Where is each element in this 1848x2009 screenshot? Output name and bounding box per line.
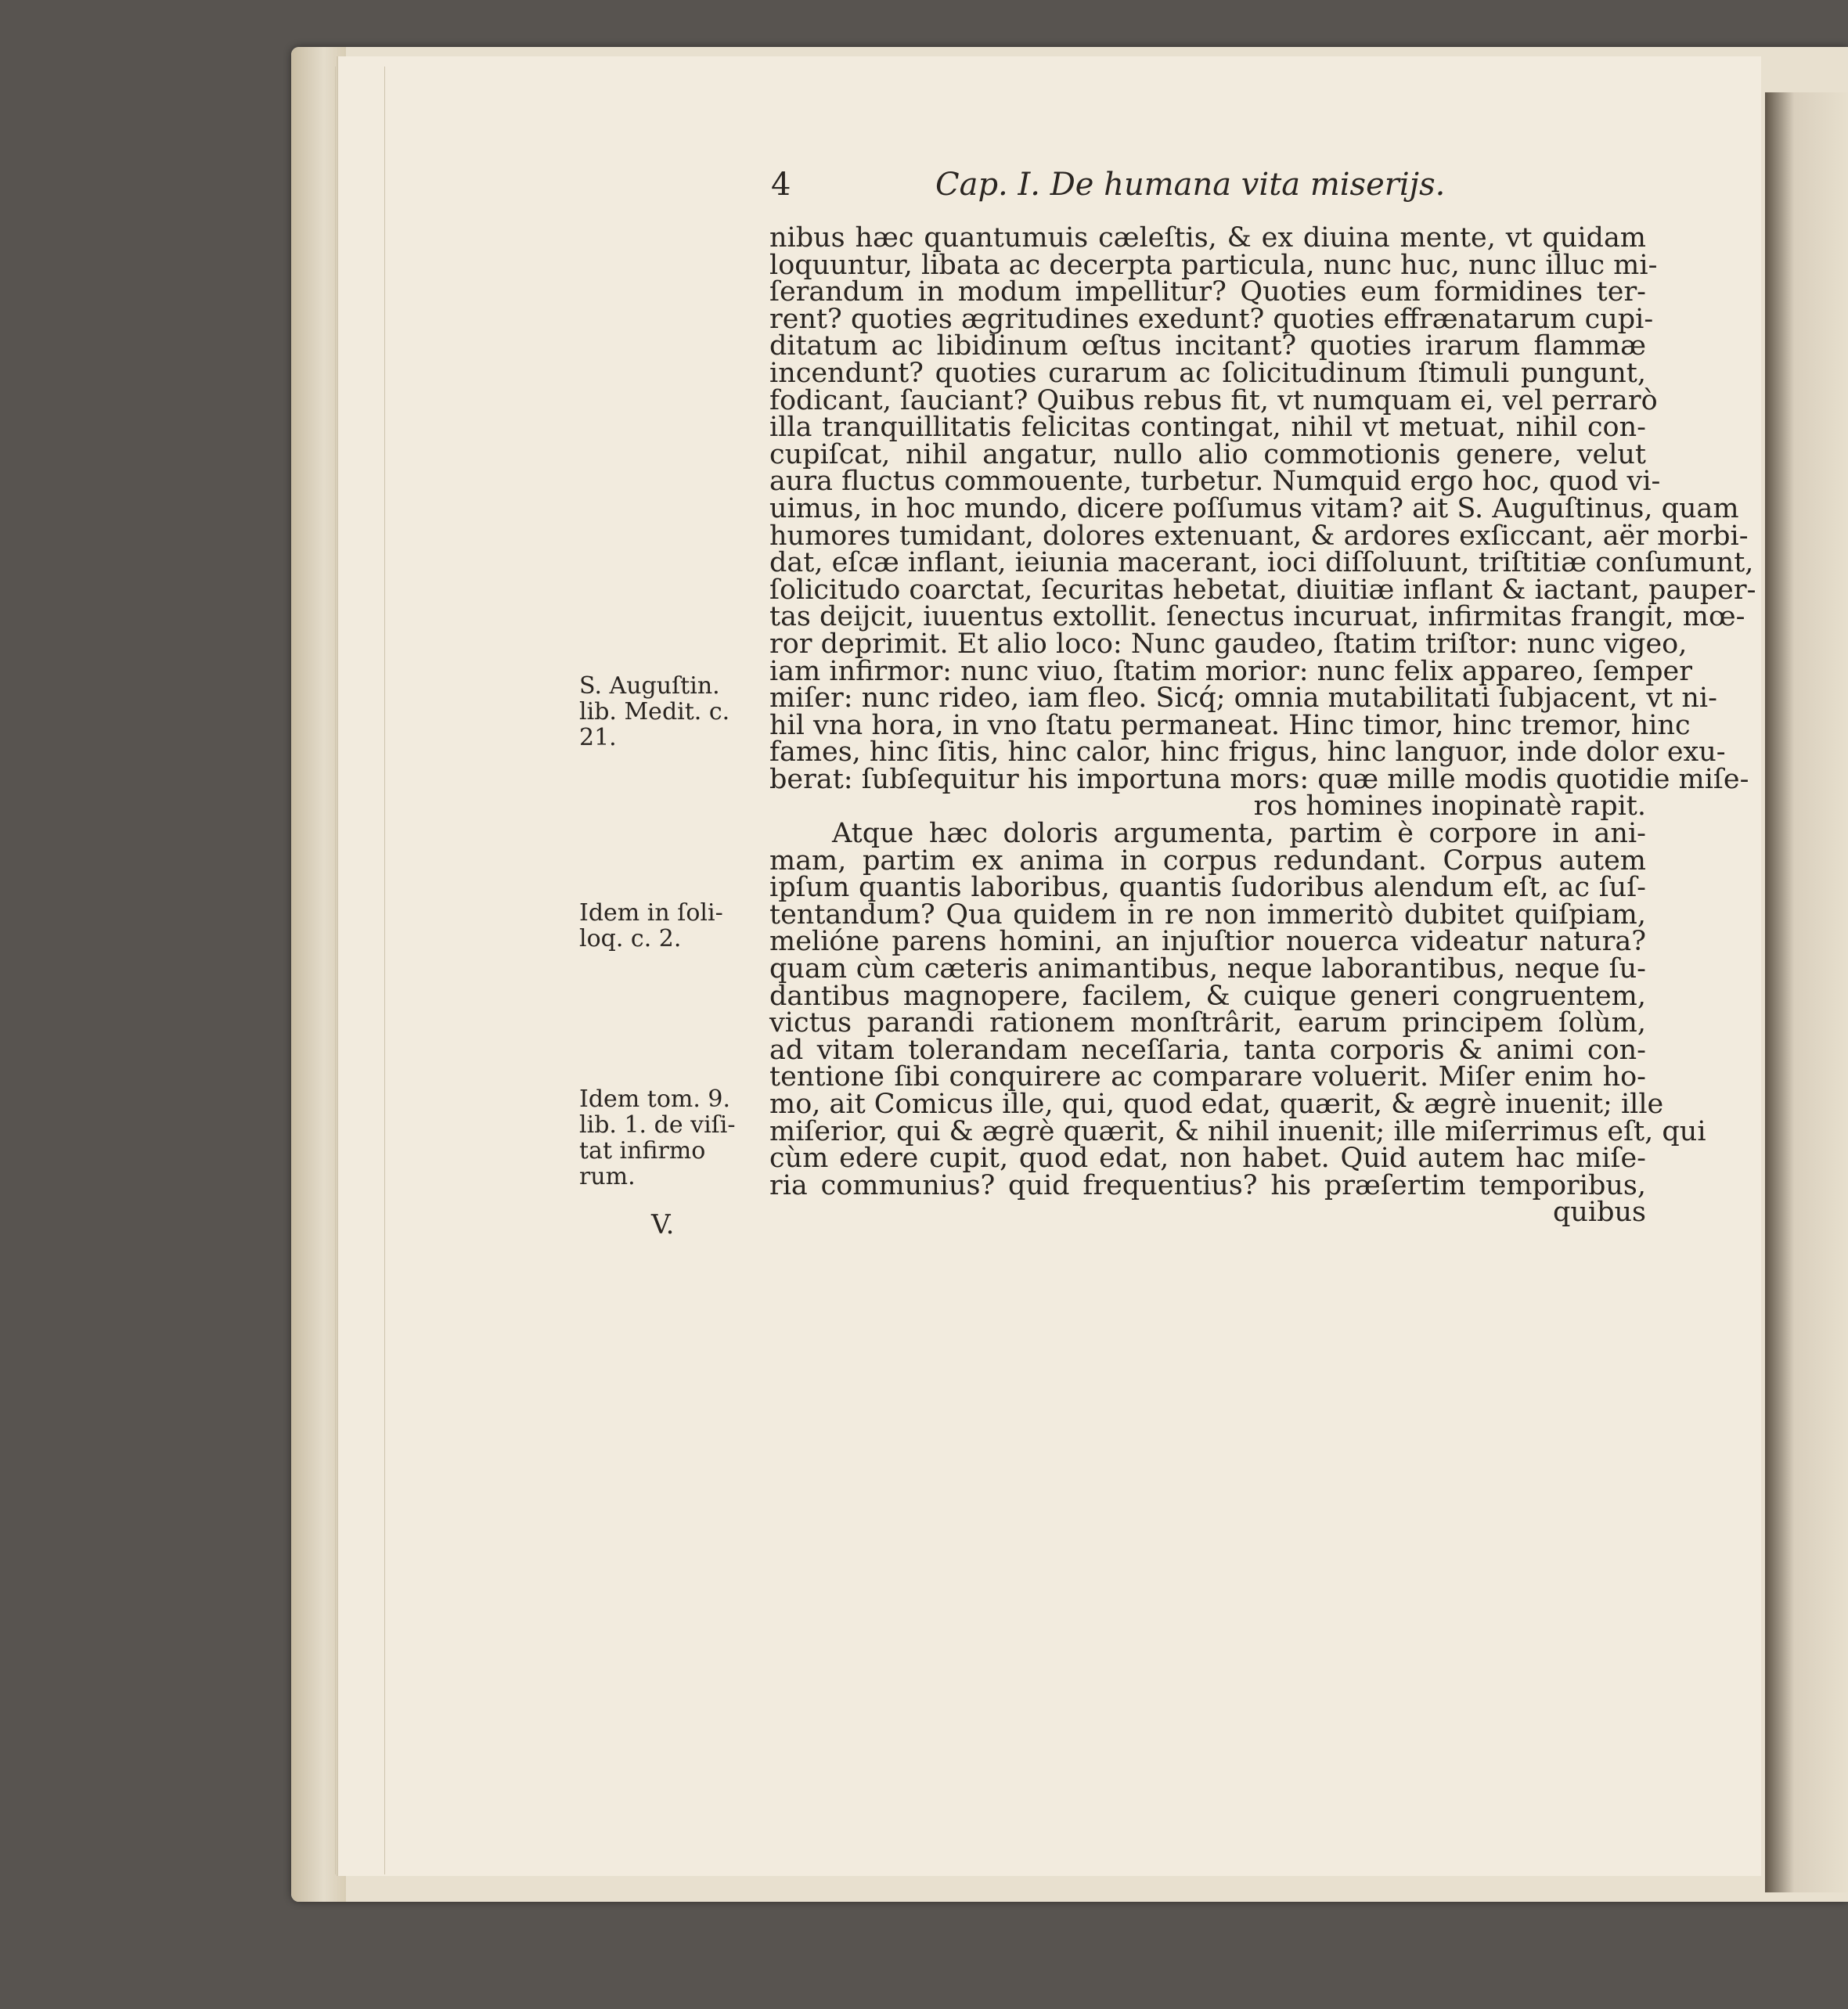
text-line: victus parandi rationem monſtrârit, earum principem ſolùm,	[769, 1007, 1646, 1039]
text-line: quibus	[1552, 1197, 1646, 1229]
text-line: mam, partim ex anima in corpus redundant. Corpus autem	[769, 844, 1646, 877]
text-line: incendunt? quoties curarum ac ſolicitudinum ſtimuli pungunt,	[769, 357, 1646, 389]
text-line: dantibus magnopere, facilem, & cuique generi congruentem,	[769, 980, 1646, 1012]
text-line: humores tumidant, dolores extenuant, & ardores exſiccant, aër morbi-	[769, 520, 1749, 552]
text-line: iam infirmor: nunc viuo, ſtatim morior: nunc felix appareo, ſemper	[769, 655, 1692, 687]
text-line: aura fluctus commouente, turbetur. Numquid ergo hoc, quod vi-	[769, 466, 1661, 498]
text-line: ad vitam tolerandam neceſſaria, tanta corporis & animi con-	[769, 1034, 1646, 1066]
text-line: melióne parens homini, an injuſtior nouerca videatur natura?	[769, 926, 1646, 958]
text-line: illa tranquillitatis felicitas contingat, nihil vt metuat, nihil con-	[769, 412, 1646, 444]
text-line: miſer: nunc rideo, iam fleo. Sicq́; omnia mutabilitati ſubjacent, vt ni-	[769, 682, 1717, 715]
page-stack-edges	[335, 67, 385, 1874]
margin-note-line: lib. Medit. c.	[579, 698, 730, 725]
margin-note-augustin	[579, 673, 744, 751]
text-line: ipſum quantis laboribus, quantis ſudoribus alendum eſt, ac ſuſ-	[769, 872, 1646, 904]
text-line: miſerior, qui & ægrè quærit, & nihil inuenit; ille miſerrimus eſt, qui	[769, 1115, 1706, 1147]
margin-note-soliloq	[579, 900, 744, 952]
text-line: nibus hæc quantumuis cæleſtis, & ex diuina mente, vt quidam	[769, 222, 1646, 254]
text-line: fodicant, ſauciant? Quibus rebus fit, vt numquam ei, vel perrarò	[769, 384, 1658, 416]
text-line: ſolicitudo coarctat, ſecuritas hebetat, diuitiæ inflant & iactant, pauper-	[769, 574, 1756, 606]
text-line: ditatum ac libidinum œſtus incitant? quoties irarum flammæ	[769, 330, 1646, 362]
text-line: ria communius? quid frequentius? his præſertim temporibus,	[769, 1169, 1646, 1201]
text-line: tentione ſibi conquirere ac comparare voluerit. Miſer enim ho-	[769, 1061, 1646, 1093]
text-line: dat, eſcæ inflant, ieiunia macerant, ioci diſſoluunt, triſtitiæ conſumunt,	[769, 547, 1754, 579]
text-line: hil vna hora, in vno ſtatu permaneat. Hinc timor, hinc tremor, hinc	[769, 709, 1691, 741]
text-line: loquuntur, libata ac decerpta particula, nunc huc, nunc illuc mi-	[769, 249, 1658, 281]
margin-note-line: lib. 1. de viſi-	[579, 1111, 736, 1139]
page-number: 4	[771, 167, 791, 203]
text-line: ros homines inopinatè rapit.	[1253, 790, 1646, 823]
facing-page-edge	[1765, 92, 1848, 1892]
margin-note-line: 21.	[579, 724, 617, 751]
margin-note-line: tat infirmo	[579, 1137, 706, 1165]
running-head: Cap. I. De humana vita miserijs.	[935, 167, 1446, 203]
margin-note-line: S. Auguſtin.	[579, 672, 720, 700]
section-mark: V.	[651, 1209, 675, 1240]
text-line: tas deijcit, iuuentus extollit. ſenectus incuruat, infirmitas frangit, mœ-	[769, 601, 1745, 633]
text-line: rent? quoties ægritudines exedunt? quoties effrænatarum cupi-	[769, 303, 1654, 335]
text-line: cupiſcat, nihil angatur, nullo alio commotionis genere, velut	[769, 438, 1646, 470]
text-line: fames, hinc ſitis, hinc calor, hinc frigus, hinc languor, inde dolor exu-	[769, 736, 1726, 769]
text-line: berat: ſubſequitur his importuna mors: quæ mille modis quotidie miſe-	[769, 763, 1749, 795]
margin-note-tom9	[579, 1086, 744, 1190]
text-line: Atque hæc doloris argumenta, partim è corpore in ani-	[832, 818, 1646, 850]
text-line: tentandum? Qua quidem in re non immeritò dubitet quiſpiam,	[769, 898, 1646, 931]
margin-note-line: Idem tom. 9.	[579, 1086, 731, 1113]
margin-note-line: rum.	[579, 1163, 636, 1190]
text-line: ſerandum in modum impellitur? Quoties eum formidines ter-	[769, 276, 1646, 308]
text-line: ror deprimit. Et alio loco: Nunc gaudeo, ſtatim triſtor: nunc vigeo,	[769, 628, 1688, 660]
margin-note-line: Idem in ſoli-	[579, 899, 723, 927]
text-line: cùm edere cupit, quod edat, non habet. Quid autem hac miſe-	[769, 1143, 1646, 1175]
text-line: uimus, in hoc mundo, dicere poſſumus vitam? ait S. Auguſtinus, quam	[769, 492, 1739, 524]
margin-note-line: loq. c. 2.	[579, 925, 682, 952]
text-line: quam cùm cæteris animantibus, neque laborantibus, neque ſu-	[769, 953, 1646, 985]
text-line: mo, ait Comicus ille, qui, quod edat, quærit, & ægrè inuenit; ille	[769, 1089, 1664, 1120]
page-header	[771, 167, 1655, 214]
body-text	[769, 222, 1756, 1229]
